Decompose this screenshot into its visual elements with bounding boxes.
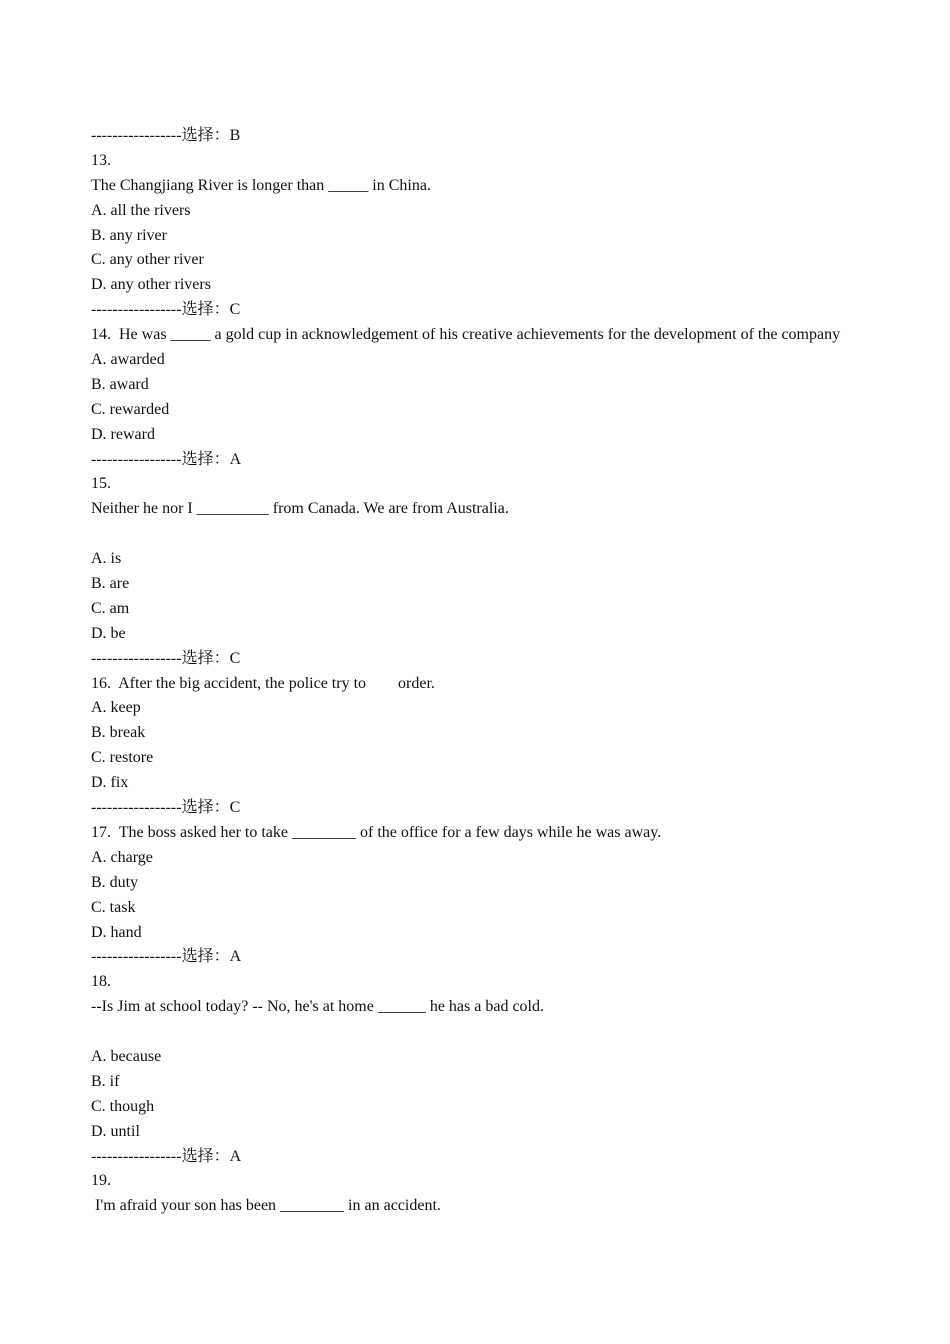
question-text-16: 16. After the big accident, the police try to order. xyxy=(91,674,435,692)
option-16-d: D. fix xyxy=(91,774,129,792)
question-text-17: 17. The boss asked her to take ________ of the office for a few days while he was away. xyxy=(91,823,662,841)
answer-line-15: -----------------选择：C xyxy=(91,649,241,667)
option-16-c: C. restore xyxy=(91,749,154,767)
answer-line-13: -----------------选择：C xyxy=(91,301,241,319)
question-number-13: 13. xyxy=(91,151,111,169)
option-16-a: A. keep xyxy=(91,699,141,717)
document-page xyxy=(91,124,911,1219)
answer-line-18: -----------------选择：A xyxy=(91,1147,242,1165)
answer-line-12: -----------------选择：B xyxy=(91,127,241,144)
option-14-c: C. rewarded xyxy=(91,400,170,418)
option-17-c: C. task xyxy=(91,898,136,916)
option-15-c: C. am xyxy=(91,599,130,617)
option-14-d: D. reward xyxy=(91,425,155,443)
option-15-d: D. be xyxy=(91,624,126,642)
option-17-a: A. charge xyxy=(91,848,153,866)
answer-line-16: -----------------选择：C xyxy=(91,799,241,817)
answer-line-14: -----------------选择：A xyxy=(91,450,242,468)
option-13-b: B. any river xyxy=(91,226,167,244)
option-14-b: B. award xyxy=(91,375,149,393)
option-18-d: D. until xyxy=(91,1122,140,1140)
option-18-c: C. though xyxy=(91,1097,155,1115)
option-17-d: D. hand xyxy=(91,923,142,941)
question-text-13: The Changjiang River is longer than _____ in China. xyxy=(91,176,431,194)
option-16-b: B. break xyxy=(91,724,146,742)
option-14-a: A. awarded xyxy=(91,351,165,369)
question-number-18: 18. xyxy=(91,973,111,991)
option-17-b: B. duty xyxy=(91,873,139,891)
question-text-14: 14. He was _____ a gold cup in acknowledgement of his creative achievements for the development of the company xyxy=(91,326,841,344)
option-15-a: A. is xyxy=(91,550,122,568)
option-18-b: B. if xyxy=(91,1072,120,1090)
question-number-19: 19. xyxy=(91,1172,111,1190)
question-text-18: --Is Jim at school today? -- No, he's at home ______ he has a bad cold. xyxy=(91,998,544,1016)
question-number-15: 15. xyxy=(91,475,111,493)
option-13-a: A. all the rivers xyxy=(91,201,191,219)
option-13-c: C. any other river xyxy=(91,251,204,269)
question-text-19: I'm afraid your son has been ________ in an accident. xyxy=(91,1197,441,1215)
option-13-d: D. any other rivers xyxy=(91,276,211,294)
spacer-15 xyxy=(91,522,911,547)
answer-line-17: -----------------选择：A xyxy=(91,948,242,966)
question-text-15: Neither he nor I _________ from Canada. We are from Australia. xyxy=(91,500,509,518)
spacer-18 xyxy=(91,1020,911,1045)
option-18-a: A. because xyxy=(91,1047,162,1065)
option-15-b: B. are xyxy=(91,575,130,593)
